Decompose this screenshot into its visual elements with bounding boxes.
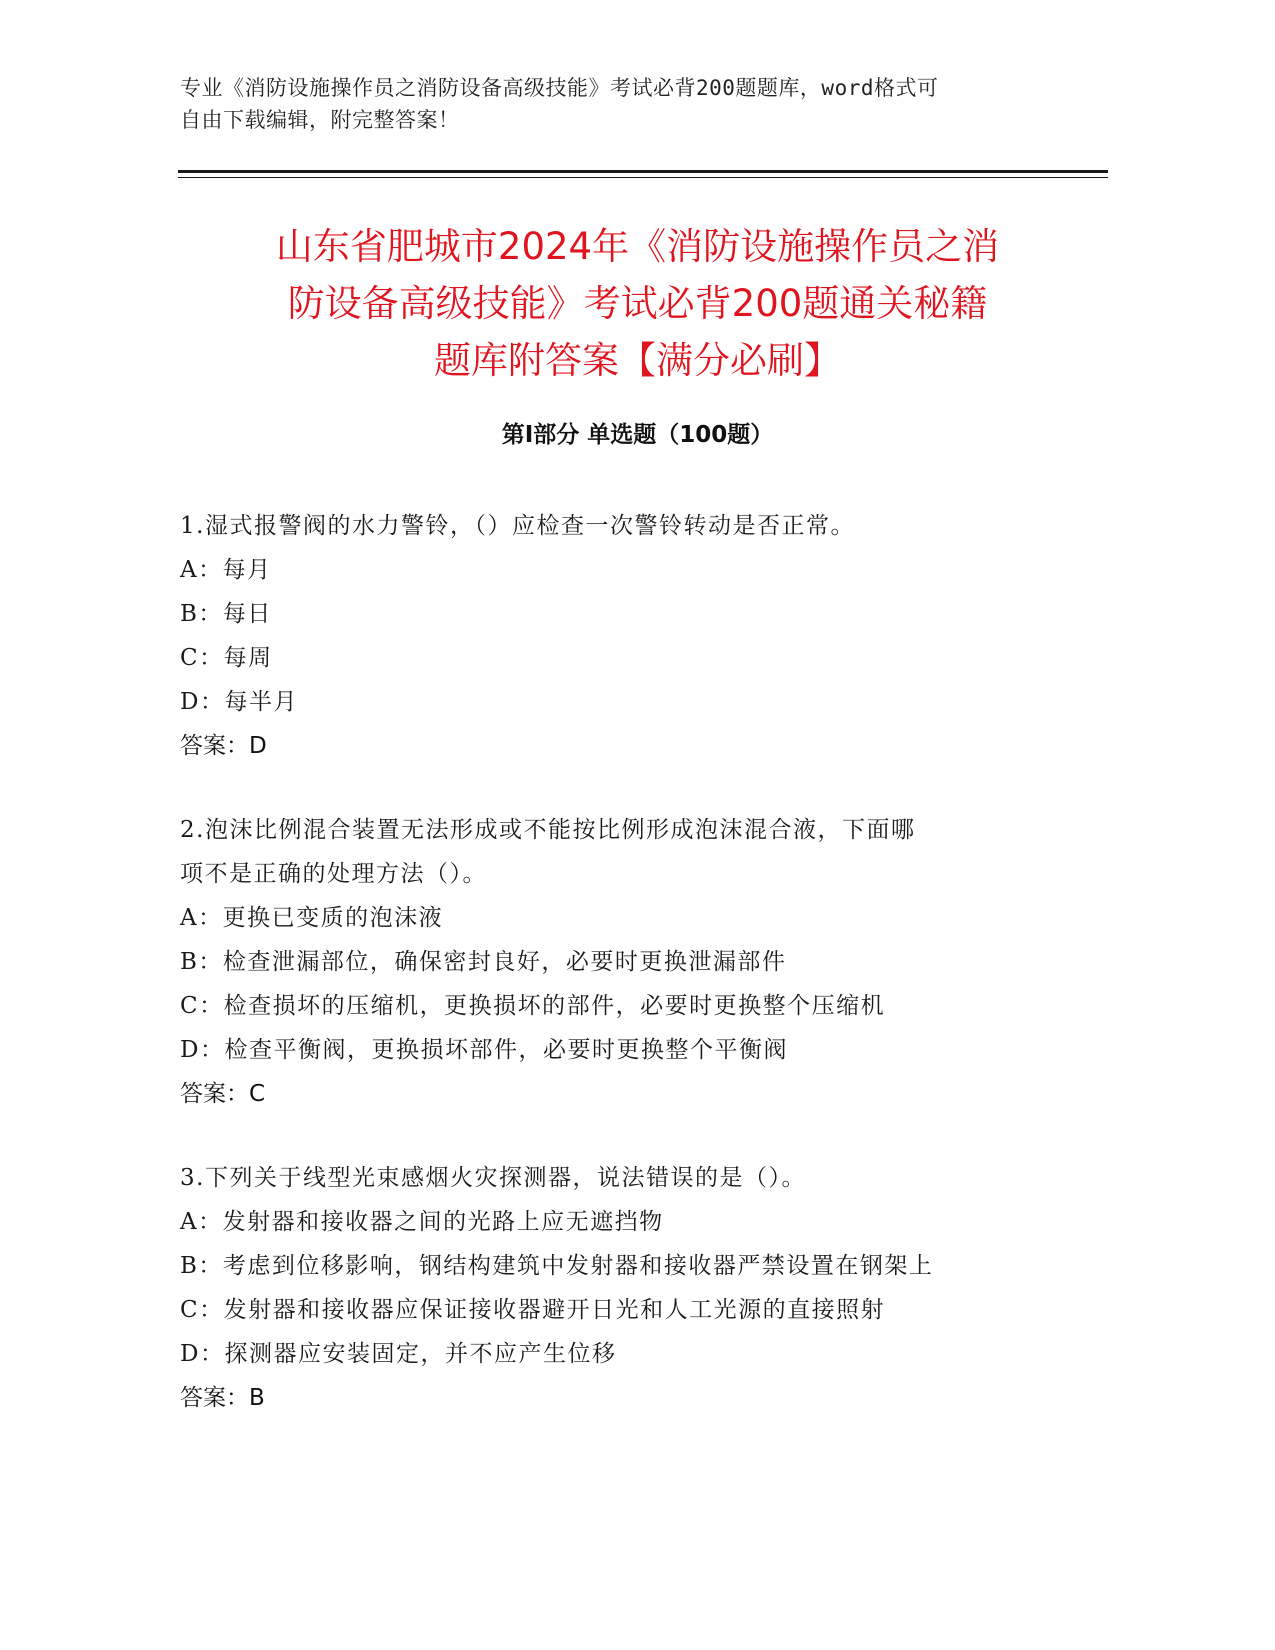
answer: 答案：B — [180, 1385, 265, 1411]
header-note-line2: 自由下载编辑，附完整答案！ — [180, 108, 460, 132]
option-a: A：每月 — [180, 557, 272, 583]
document-title-line1: 山东省肥城市2024年《消防设施操作员之消 — [275, 225, 1000, 268]
question-stem-continued: 项不是正确的处理方法（）。 — [180, 861, 487, 887]
option-b: B：考虑到位移影响，钢结构建筑中发射器和接收器严禁设置在钢架上 — [180, 1253, 934, 1279]
header-note — [180, 72, 1060, 136]
header-rule-thin — [178, 177, 1108, 178]
question-stem: 3.下列关于线型光束感烟火灾探测器，说法错误的是（）。 — [180, 1165, 806, 1191]
question-stem: 2.泡沫比例混合装置无法形成或不能按比例形成泡沫混合液，下面哪 — [180, 817, 916, 843]
question-3 — [180, 1156, 1060, 1420]
option-d: D：检查平衡阀，更换损坏部件，必要时更换整个平衡阀 — [180, 1037, 788, 1063]
option-c: C：每周 — [180, 645, 273, 671]
section-title: 第Ⅰ部分 单选题（100题） — [501, 422, 774, 448]
header-rule-thick — [178, 170, 1108, 173]
option-a: A：发射器和接收器之间的光路上应无遮挡物 — [180, 1209, 664, 1235]
question-2 — [180, 808, 1060, 1116]
question-1 — [180, 504, 1060, 768]
document-title — [170, 218, 1105, 389]
answer: 答案：C — [180, 1081, 266, 1107]
answer: 答案：D — [180, 733, 267, 759]
option-c: C：发射器和接收器应保证接收器避开日光和人工光源的直接照射 — [180, 1297, 886, 1323]
option-c: C：检查损坏的压缩机，更换损坏的部件，必要时更换整个压缩机 — [180, 993, 886, 1019]
option-a: A：更换已变质的泡沫液 — [180, 905, 444, 931]
option-b: B：每日 — [180, 601, 272, 627]
question-stem: 1.湿式报警阀的水力警铃，（）应检查一次警铃转动是否正常。 — [180, 513, 855, 539]
option-b: B：检查泄漏部位，确保密封良好，必要时更换泄漏部件 — [180, 949, 787, 975]
document-title-line2: 防设备高级技能》考试必背200题通关秘籍 — [287, 282, 988, 325]
document-title-line3: 题库附答案【满分必刷】 — [434, 339, 841, 382]
option-d: D：探测器应安装固定，并不应产生位移 — [180, 1341, 617, 1367]
option-d: D：每半月 — [180, 689, 298, 715]
header-note-line1: 专业《消防设施操作员之消防设备高级技能》考试必背200题题库，word格式可 — [180, 76, 939, 100]
